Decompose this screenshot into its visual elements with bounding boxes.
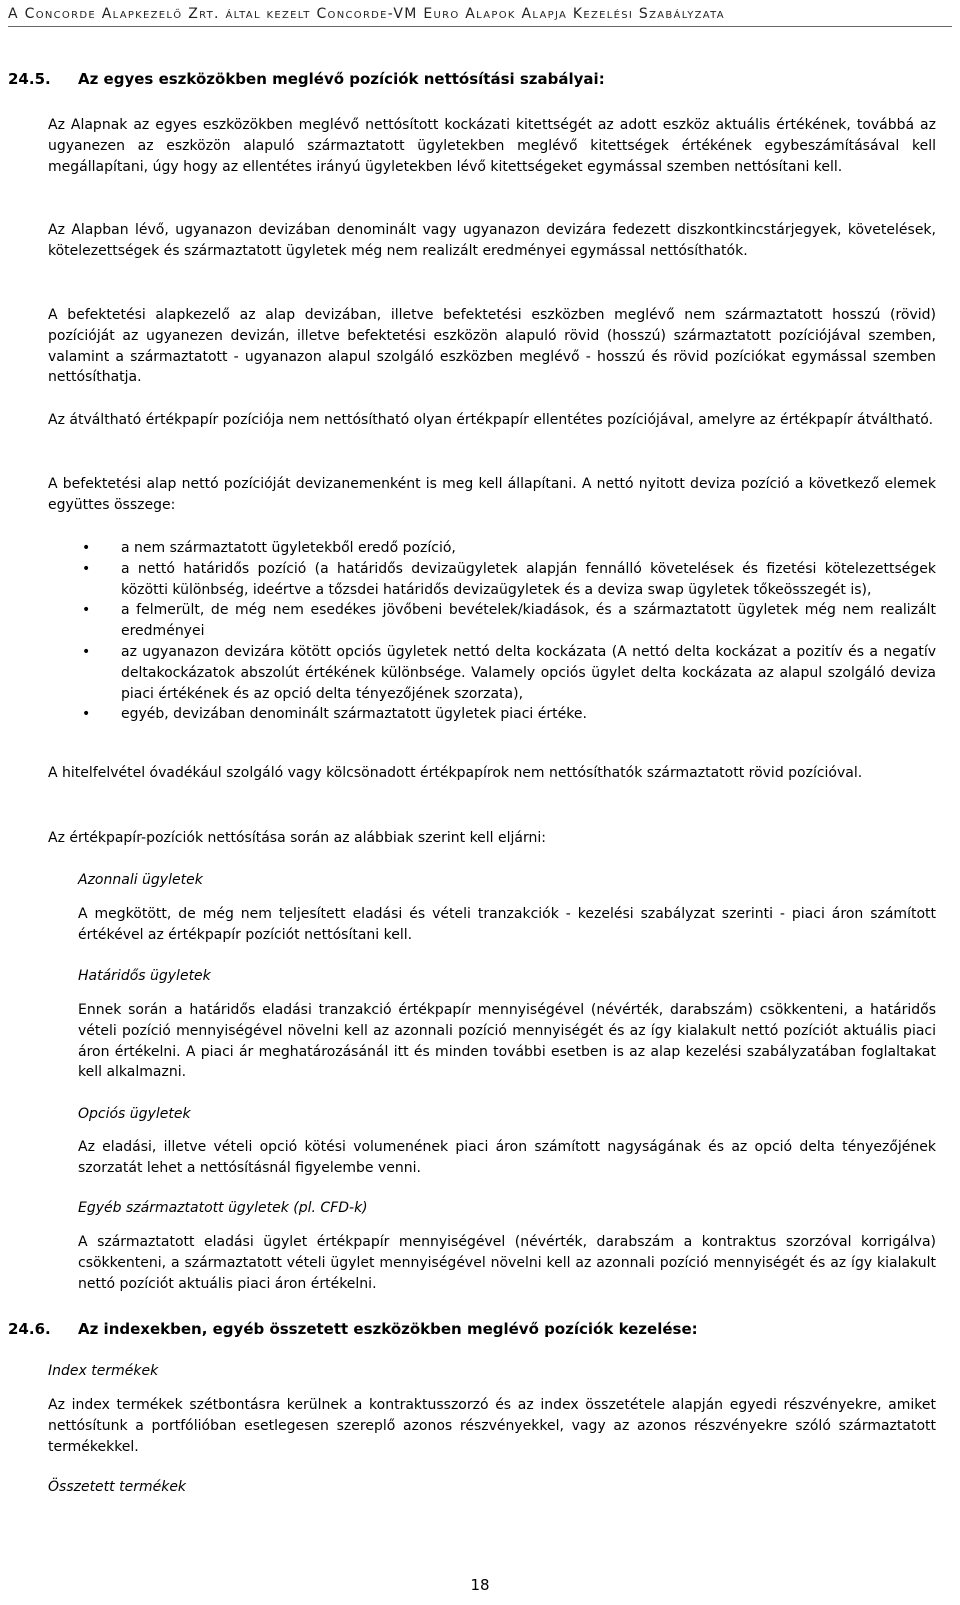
subsection-heading-azonnali: Azonnali ügyletek — [78, 872, 203, 888]
paragraph: Az értékpapír-pozíciók nettósítása során az alábbiak szerint kell eljárni: — [48, 830, 546, 846]
paragraph: Az Alapnak az egyes eszközökben meglévő nettósított kockázati kitettségét az adott eszköz aktuális értékének, továbbá az ugyanezen az eszközön alapuló származtatott ügyletekben meglévő kitettségek értékének egybeszámításával kell megállapítani, úgy hogy az ellentétes irányú ügyletekben lévő kitettségeket egymással szemben nettósítani kell. — [48, 117, 936, 175]
paragraph: A hitelfelvétel óvadékául szolgáló vagy kölcsönadott értékpapírok nem nettósíthatók származtatott rövid pozícióval. — [48, 765, 863, 781]
subsection-heading-hataridos: Határidős ügyletek — [78, 968, 211, 984]
subsection-heading-opcios: Opciós ügyletek — [78, 1106, 191, 1122]
section-title: Az indexekben, egyéb összetett eszközökben meglévő pozíciók kezelése: — [78, 1320, 698, 1338]
section-number: 24.5. — [8, 70, 51, 88]
running-header: A Concorde Alapkezelő Zrt. által kezelt Concorde-VM Euro Alapok Alapja Kezelési Szabályzata — [8, 6, 725, 22]
list-item: • a nem származtatott ügyletekből eredő pozíció, — [78, 538, 936, 559]
section-number: 24.6. — [8, 1320, 51, 1338]
list-item: • az ugyanazon devizára kötött opciós ügyletek nettó delta kockázata (A nettó delta kockázat a pozitív és a negatív deltakockázatok abszolút értékének különbsége. Valamely opciós ügylet delta kockázata az alapul szolgáló deviza piaci értékének és az opció delta tényezőjének szorzata), — [82, 643, 936, 702]
page-number: 18 — [470, 1576, 490, 1594]
composite-products-heading: Összetett termékek — [48, 1479, 187, 1495]
bullet-icon: • — [82, 560, 91, 577]
paragraph: Az átváltható értékpapír pozíciója nem nettósítható olyan értékpapír ellentétes pozíciójával, amelyre az értékpapír átváltható. — [48, 412, 934, 428]
paragraph: Az Alapban lévő, ugyanazon devizában denominált vagy ugyanazon devizára fedezett diszkontkincstárjegyek, követelések, kötelezettségek és származtatott ügyletek még nem realizált eredményei egymással nettósíthatók. — [48, 222, 936, 259]
paragraph: Az index termékek szétbontásra kerülnek a kontraktusszorzó és az index összetétele alapján egyedi részvényekre, amiket nettósítunk a portfólióban esetlegesen szereplő azonos részvényekkel, vagy az azonos részvényekre szóló származtatott termékekkel. — [48, 1397, 936, 1455]
bullet-icon: • — [82, 540, 91, 556]
list-item: • egyéb, devizában denominált származtatott ügyletek piaci értéke. — [78, 704, 936, 725]
bullet-icon: • — [82, 602, 91, 619]
section-title: Az egyes eszközökben meglévő pozíciók nettósítási szabályai: — [78, 70, 605, 88]
bullet-icon: • — [82, 706, 91, 723]
subsection-text: A származtatott eladási ügylet értékpapír mennyiségével (névérték, darabszám a kontraktus szorzóval korrigálva) csökkenteni, a származtatott vételi ügylet mennyiségével növelni kell az azonnali pozíció mennyiségét és az így kialakult nettó pozíciót aktuális piaci áron értékelni. — [78, 1234, 936, 1292]
subsection-heading-egyeb: Egyéb származtatott ügyletek (pl. CFD-k) — [78, 1200, 368, 1216]
list-item: • a felmerült, de még nem esedékes jövőbeni bevételek/kiadások, és a származtatott ügyletek még nem realizált eredményei — [82, 602, 936, 640]
subsection-text: Ennek során a határidős eladási tranzakció értékpapír mennyiségével (névérték, darabszám) csökkenteni, a határidős vételi pozíció mennyiségével növelni kell az azonnali pozíció mennyiségét és az így kialakult nettó pozíciót aktuális piaci áron értékelni. A piaci ár meghatározásánál itt és minden további esetben is az alap kezelési szabályzatában foglaltakat kell alkalmazni. — [78, 1002, 936, 1081]
position-components-list — [78, 538, 936, 725]
subsection-text: A megkötött, de még nem teljesített eladási és vételi tranzakciók - kezelési szabályzat szerinti - piaci áron számított értékével az értékpapír pozíciót nettósítani kell. — [78, 906, 936, 943]
paragraph: A befektetési alap nettó pozícióját devizanemenként is meg kell állapítani. A nettó nyitott deviza pozíció a következő elemek együttes összege: — [48, 476, 936, 513]
list-item: • a nettó határidős pozíció (a határidős devizaügyletek alapján fennálló követelések és fizetési kötelezettségek közötti különbség, ideértve a tőzsdei határidős devizaügyletek és a deviza swap ügyletek tőkeösszegét is), — [82, 560, 936, 598]
bullet-icon: • — [82, 643, 91, 660]
subsection-text: Az eladási, illetve vételi opció kötési volumenének piaci áron számított nagyságának és az opció delta tényezőjének szorzatát lehet a nettósításnál figyelembe venni. — [78, 1139, 936, 1176]
index-products-heading: Index termékek — [48, 1363, 159, 1379]
header-rule — [8, 26, 952, 27]
paragraph: A befektetési alapkezelő az alap devizában, illetve befektetési eszközben meglévő nem származtatott hosszú (rövid) pozícióját az ugyanezen devizán, illetve befektetési eszközön alapuló rövid (hosszú) származtatott pozíciójával szemben, valamint a származtatott - ugyanazon alapul szolgáló eszközben meglévő - hosszú és rövid pozíciókat egymással szemben nettósíthatja. — [48, 307, 936, 386]
